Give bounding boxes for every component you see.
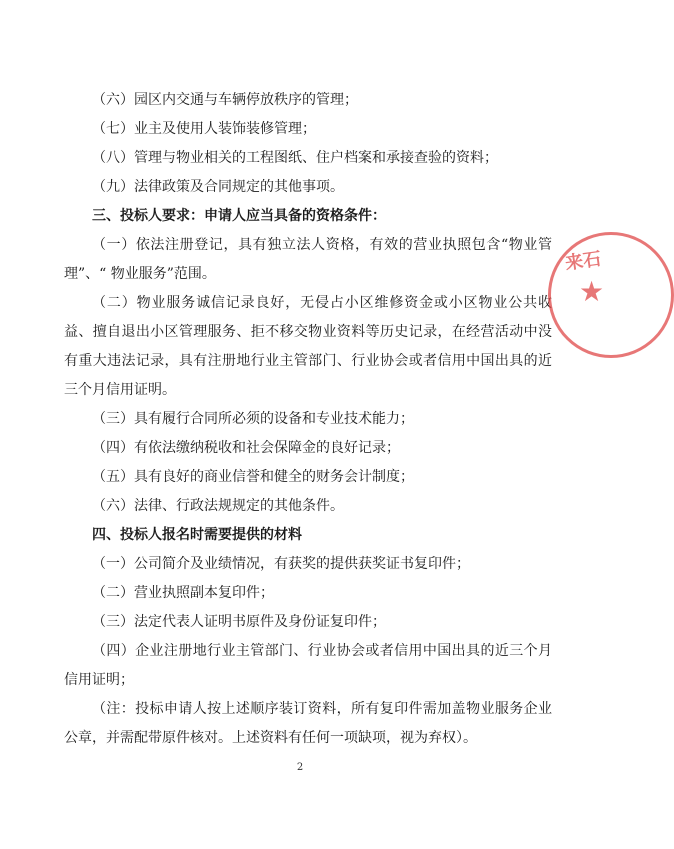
red-seal-stamp bbox=[540, 220, 605, 370]
seal-star-icon: ★ bbox=[579, 275, 605, 308]
paragraph: （四）企业注册地行业主管部门、行业协会或者信用中国出具的近三个月信用证明； bbox=[64, 643, 552, 688]
paragraph: （九）法律政策及合同规定的其他事项。 bbox=[92, 179, 344, 195]
paragraph: （二）营业执照副本复印件； bbox=[92, 585, 274, 601]
paragraph: （注：投标申请人按上述顺序装订资料，所有复印件需加盖物业服务企业公章，并需配带原件核对。上述资料有任何一项缺项，视为弃权）。 bbox=[64, 701, 552, 746]
section-heading: 三、投标人要求：申请人应当具备的资格条件： bbox=[92, 208, 386, 224]
paragraph: （一）依法注册登记，具有独立法人资格，有效的营业执照包含“物业管理”、“ 物业服务”范围。 bbox=[64, 237, 552, 282]
paragraph: （二）物业服务诚信记录良好，无侵占小区维修资金或小区物业公共收益、擅自退出小区管理服务、拒不移交物业资料等历史记录，在经营活动中没有重大违法记录，具有注册地行业主管部门、行业协会或者信用中国出具的近三个月信用证明。 bbox=[64, 295, 552, 398]
paragraph: （一）公司简介及业绩情况，有获奖的提供获奖证书复印件； bbox=[92, 556, 470, 572]
paragraph: （八）管理与物业相关的工程图纸、住户档案和承接查验的资料； bbox=[92, 150, 498, 166]
section-heading: 四、投标人报名时需要提供的材料 bbox=[92, 527, 302, 543]
paragraph: （三）法定代表人证明书原件及身份证复印件； bbox=[92, 614, 386, 630]
document-body bbox=[64, 86, 552, 753]
paragraph: （七）业主及使用人装饰装修管理； bbox=[92, 121, 316, 137]
seal-text: 来石 bbox=[563, 248, 603, 275]
paragraph: （六）法律、行政法规规定的其他条件。 bbox=[92, 498, 344, 514]
paragraph: （六）园区内交通与车辆停放秩序的管理； bbox=[92, 92, 358, 108]
paragraph: （四）有依法缴纳税收和社会保障金的良好记录； bbox=[92, 440, 400, 456]
paragraph: （三）具有履行合同所必须的设备和专业技术能力； bbox=[92, 411, 414, 427]
page-number: 2 bbox=[296, 762, 304, 773]
paragraph: （五）具有良好的商业信誉和健全的财务会计制度； bbox=[92, 469, 414, 485]
